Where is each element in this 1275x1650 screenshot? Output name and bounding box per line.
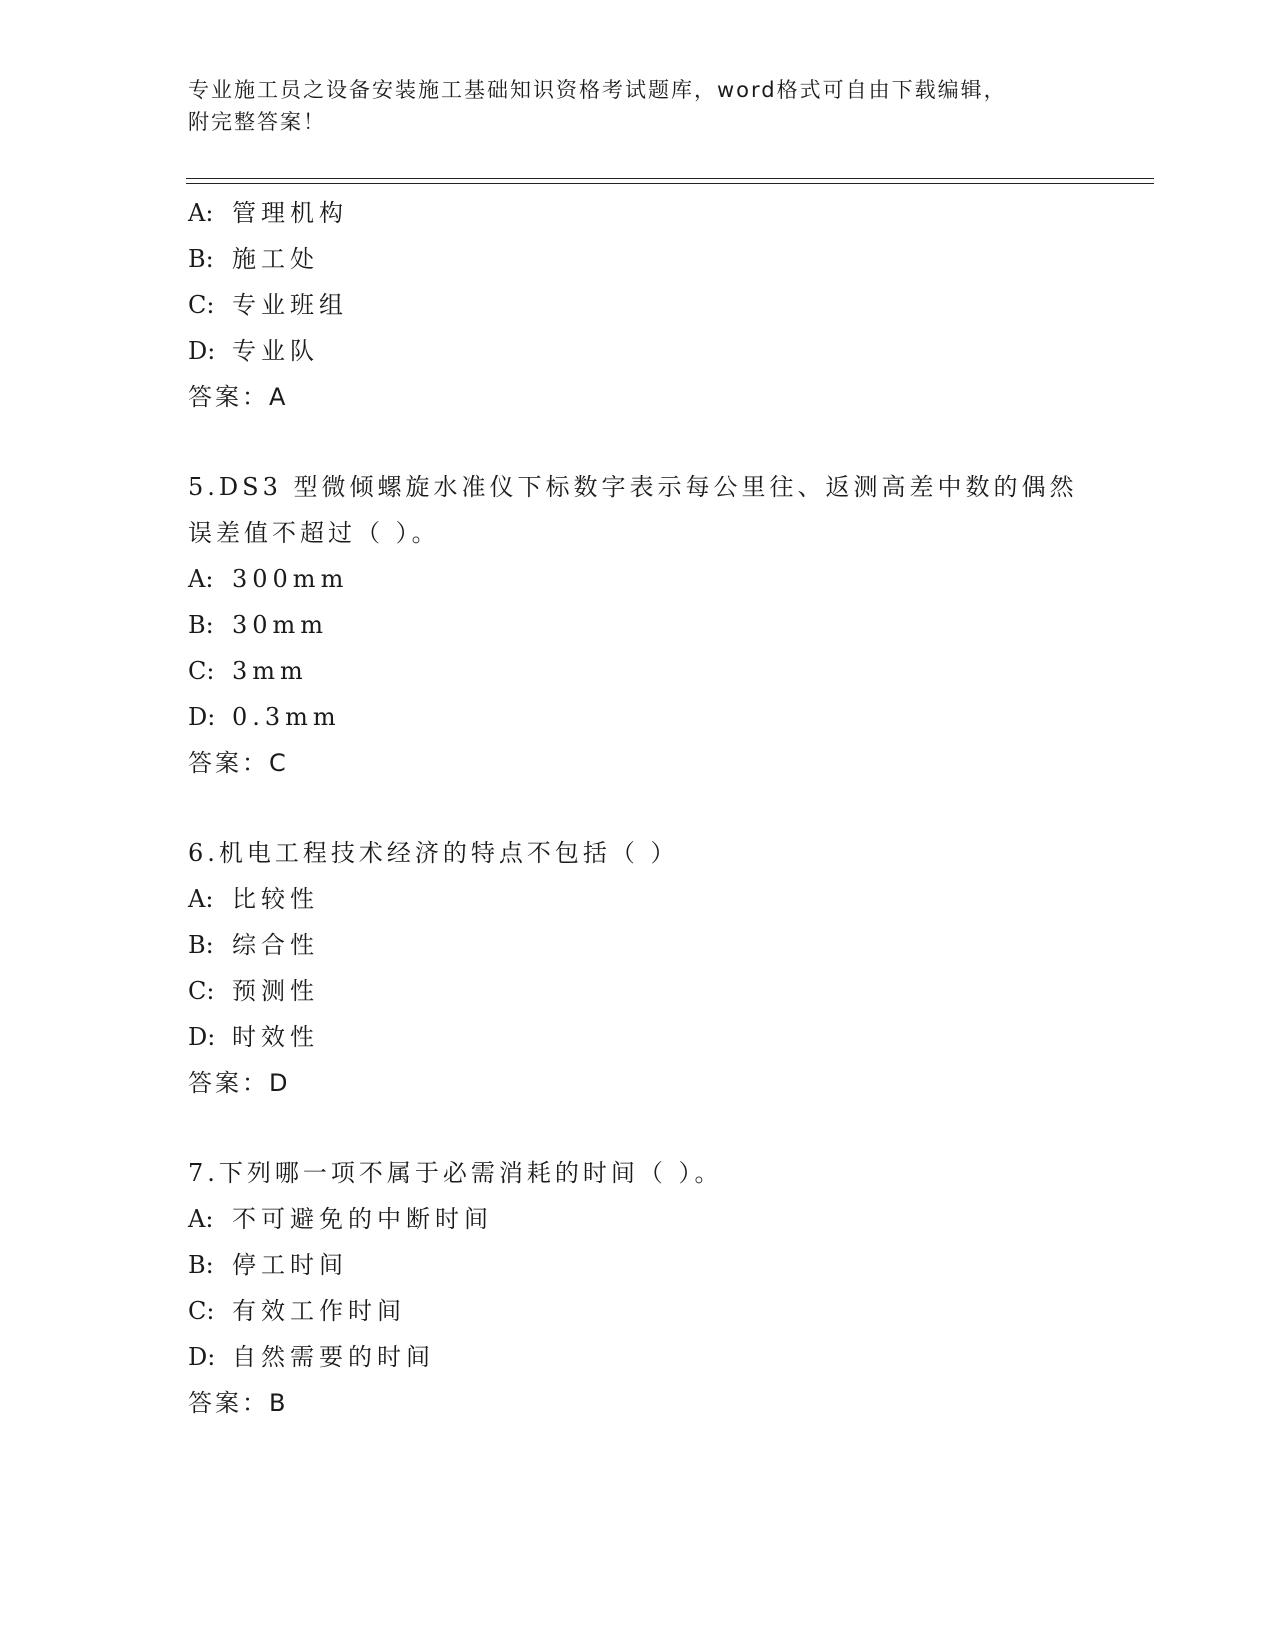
option-b [188,602,1128,648]
option-key: B: [188,245,214,273]
option-d [188,1014,1128,1060]
option-c [188,648,1128,694]
option-key: A: [188,885,214,913]
option-text: 30mm [232,611,329,639]
question-6 [188,830,1128,1106]
header-rule-top [186,178,1154,179]
option-text: 专业队 [232,337,319,365]
option-text: 专业班组 [232,291,348,319]
option-text: 不可避免的中断时间 [232,1205,493,1233]
option-text: 预测性 [232,977,319,1005]
question-7 [188,1150,1128,1426]
option-text: 综合性 [232,931,319,959]
header-line-2: 附完整答案！ [188,110,326,134]
option-key: D: [188,703,216,731]
option-key: B: [188,1251,214,1279]
option-text: 管理机构 [232,199,348,227]
option-key: A: [188,1205,214,1233]
option-c [188,968,1128,1014]
option-a [188,556,1128,602]
option-b [188,236,1128,282]
option-key: C: [188,1297,215,1325]
option-text: 比较性 [232,885,319,913]
header-rule-bottom [186,183,1154,184]
option-a [188,1196,1128,1242]
option-a [188,190,1128,236]
answer-line: 答案：D [188,1069,291,1097]
option-key: A: [188,199,214,227]
option-c [188,1288,1128,1334]
question-stem-line-2: 误差值不超过（ ）。 [188,519,440,547]
option-key: C: [188,977,215,1005]
option-text: 时效性 [232,1023,319,1051]
option-key: B: [188,931,214,959]
header-line-1: 专业施工员之设备安装施工基础知识资格考试题库，word格式可自由下载编辑， [188,78,1007,102]
option-d [188,694,1128,740]
question-stem-line-1: 7.下列哪一项不属于必需消耗的时间（ ）。 [188,1159,723,1187]
document-header [188,74,1088,138]
question-list [188,190,1128,1426]
answer-line: 答案：B [188,1389,289,1417]
option-key: D: [188,337,216,365]
option-key: A: [188,565,214,593]
option-key: C: [188,657,215,685]
answer-line: 答案：C [188,749,289,777]
option-key: D: [188,1343,216,1371]
option-key: D: [188,1023,216,1051]
option-b [188,922,1128,968]
option-key: B: [188,611,214,639]
option-key: C: [188,291,215,319]
option-b [188,1242,1128,1288]
option-text: 300mm [232,565,349,593]
option-d [188,1334,1128,1380]
option-text: 自然需要的时间 [232,1343,435,1371]
option-d [188,328,1128,374]
option-text: 有效工作时间 [232,1297,406,1325]
option-c [188,282,1128,328]
question-stem-line-1: 5.DS3 型微倾螺旋水准仪下标数字表示每公里往、返测高差中数的偶然 [188,473,1078,501]
option-text: 0.3mm [232,703,341,731]
option-text: 3mm [232,657,308,685]
question-4 [188,190,1128,420]
question-5 [188,464,1128,786]
answer-line: 答案：A [188,383,289,411]
option-a [188,876,1128,922]
question-stem-line-1: 6.机电工程技术经济的特点不包括（ ） [188,839,679,867]
option-text: 停工时间 [232,1251,348,1279]
option-text: 施工处 [232,245,319,273]
